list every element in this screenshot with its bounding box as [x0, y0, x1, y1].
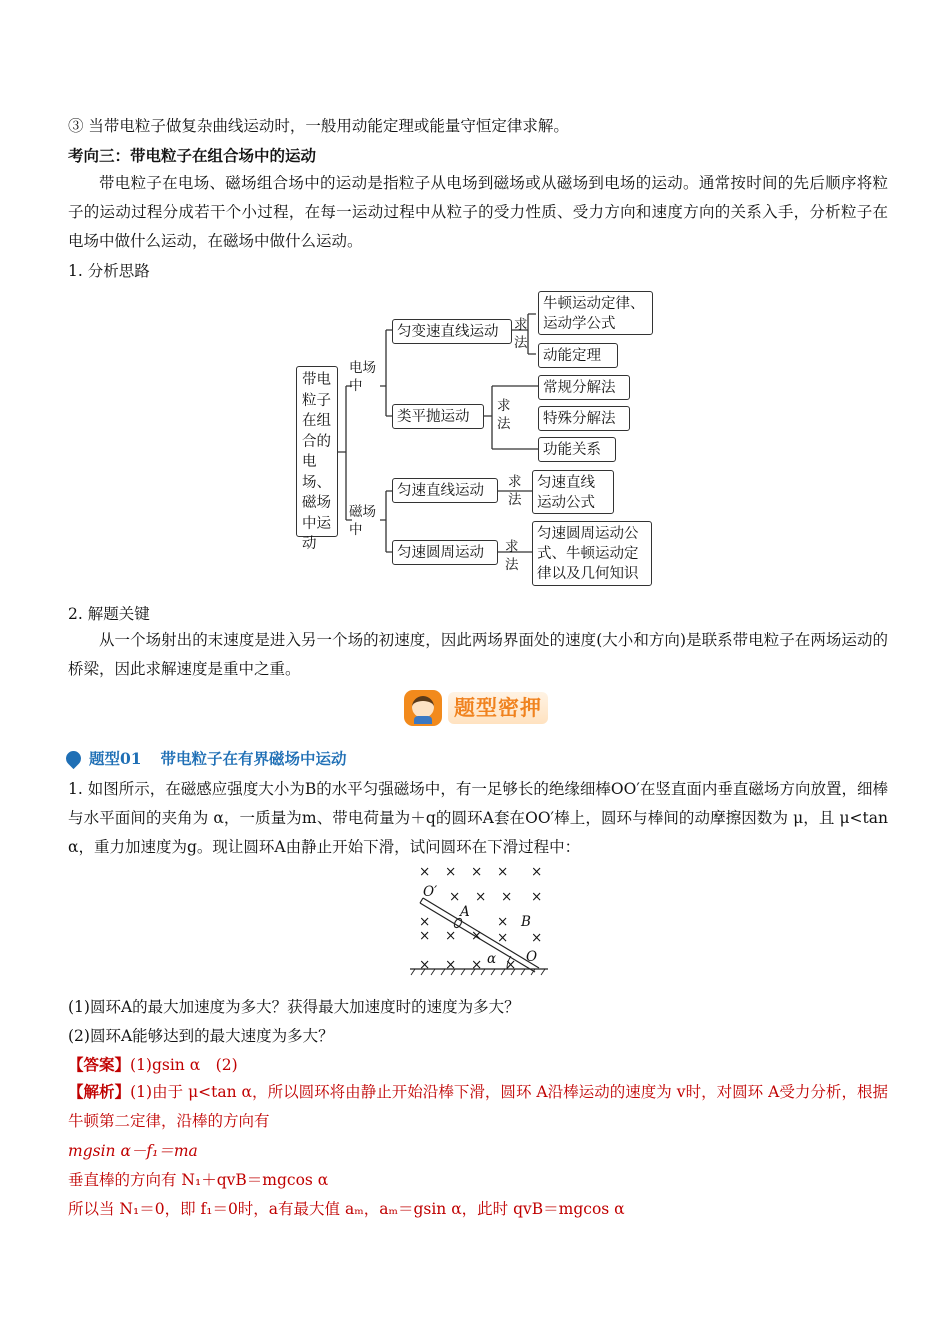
diagram-root-box: 带电粒子在组合的电场、磁场中运动 [296, 366, 338, 537]
equation-2: 垂直棒的方向有 N₁＋qvB＝mgcos α [68, 1171, 329, 1189]
label-b: B [521, 914, 531, 930]
question-1-part-1: (1)圆环A的最大加速度为多大？获得最大加速度时的速度为多大？ [68, 998, 520, 1016]
kinetic-energy-theorem-box: 动能定理 [538, 343, 618, 368]
banner-title: 题型密押 [448, 692, 548, 724]
section-3-paragraph: 带电粒子在电场、磁场组合场中的运动是指粒子从电场到磁场或从磁场到电场的运动。通常按时间的先后顺序将粒子的运动过程分成若干个小过程，在每一运动过程中从粒子的受力性质、受力方向和速度方向的关系入手，分析粒子在电场中做什么运动，在磁场中做什么运动。 [68, 174, 888, 250]
field-cross: × [531, 930, 543, 946]
subheading-key-points: 2. 解题关键 [68, 605, 150, 623]
field-cross: × [445, 928, 457, 944]
projectile-like-motion-box: 类平抛运动 [392, 404, 484, 429]
answer-tag: 【答案】 [68, 1055, 131, 1074]
incline-rod-figure [405, 862, 550, 977]
field-cross: × [449, 889, 461, 905]
field-cross: × [497, 930, 509, 946]
field-cross: × [471, 957, 483, 973]
field-cross: × [497, 864, 509, 880]
analysis-text: (1)由于 μ<tan α，所以圆环将由静止开始沿棒下滑，圆环 A沿棒运动的速度为 v时，对圆环 A受力分析，根据牛顿第二定律，沿棒的方向有 [68, 1083, 888, 1130]
analysis-tag: 【解析】 [68, 1082, 131, 1101]
regular-decomposition-box: 常规分解法 [538, 375, 630, 400]
field-cross: × [531, 864, 543, 880]
uniform-circular-formula-box: 匀速圆周运动公式、牛顿运动定律以及几何知识 [532, 521, 652, 586]
field-cross: × [497, 914, 509, 930]
answer-text: (1)gsin α (2) [130, 1056, 238, 1074]
field-cross: × [419, 928, 431, 944]
field-cross: × [419, 864, 431, 880]
bullet-icon [63, 748, 84, 769]
label-a: A [460, 904, 470, 920]
field-cross: × [531, 889, 543, 905]
field-cross: × [505, 957, 517, 973]
newton-laws-kinematics-box: 牛顿运动定律、运动学公式 [538, 291, 653, 335]
method-label-3: 求法 [508, 474, 522, 508]
intro-item-3: ③ 当带电粒子做复杂曲线运动时，一般用动能定理或能量守恒定律求解。 [68, 117, 569, 135]
uniform-accelerated-motion-box: 匀变速直线运动 [392, 319, 512, 344]
question-type-banner [402, 688, 548, 728]
work-energy-relation-box: 功能关系 [538, 437, 616, 462]
label-alpha: α [487, 951, 497, 967]
diagram-connectors [0, 0, 950, 600]
field-cross: × [419, 957, 431, 973]
type01-heading [66, 747, 346, 769]
field-cross: × [445, 864, 457, 880]
question-1-text: 1. 如图所示，在磁感应强度大小为B的水平匀强磁场中，有一足够长的绝缘细棒OO′在竖直面内垂直磁场方向放置，细棒与水平面间的夹角为 α，一质量为m、带电荷量为＋q的圆环A套在OO′棒上，圆环与棒间的动摩擦因数为 μ，且 μ<tan α，重力加速度为g。现让圆环A由静止开始下滑，试问圆环在下滑过程中： [68, 780, 888, 856]
type01-label: 题型01 [88, 749, 142, 768]
electric-field-label: 电场中 [349, 360, 376, 394]
subheading-analysis-approach: 1. 分析思路 [68, 262, 150, 280]
section-3-title: 考向三：带电粒子在组合场中的运动 [68, 146, 317, 165]
method-label-4: 求法 [505, 539, 519, 573]
special-decomposition-box: 特殊分解法 [538, 406, 630, 431]
field-cross: × [419, 914, 431, 930]
field-cross: × [501, 889, 513, 905]
analysis-flow-diagram [0, 0, 950, 600]
field-cross: × [471, 864, 483, 880]
answer-line [68, 1053, 238, 1075]
method-label-1: 求法 [514, 317, 528, 351]
field-cross: × [445, 957, 457, 973]
key-points-paragraph: 从一个场射出的末速度是进入另一个场的初速度，因此两场界面处的速度(大小和方向)是联系带电粒子在两场运动的桥梁，因此求解速度是重中之重。 [68, 631, 888, 678]
equation-1: mgsin α－f₁＝ma [68, 1142, 198, 1160]
equation-3: 所以当 N₁＝0，即 f₁＝0时，a有最大值 aₘ，aₘ＝gsin α，此时 qvB＝mgcos α [68, 1200, 625, 1218]
type01-title: 带电粒子在有界磁场中运动 [160, 749, 347, 768]
analysis-part-1 [68, 1077, 888, 1136]
field-cross: × [475, 889, 487, 905]
label-o: O [526, 949, 538, 965]
label-o-prime: O′ [423, 884, 438, 900]
method-label-2: 求法 [497, 398, 511, 432]
question-1-part-2: (2)圆环A能够达到的最大速度为多大？ [68, 1027, 334, 1045]
banner-mascot-icon [404, 690, 442, 726]
uniform-circular-motion-box: 匀速圆周运动 [392, 540, 498, 565]
magnetic-field-label: 磁场中 [349, 504, 376, 538]
uniform-linear-formula-box: 匀速直线运动公式 [532, 470, 614, 514]
field-cross: × [471, 928, 483, 944]
uniform-linear-motion-box: 匀速直线运动 [392, 478, 498, 503]
